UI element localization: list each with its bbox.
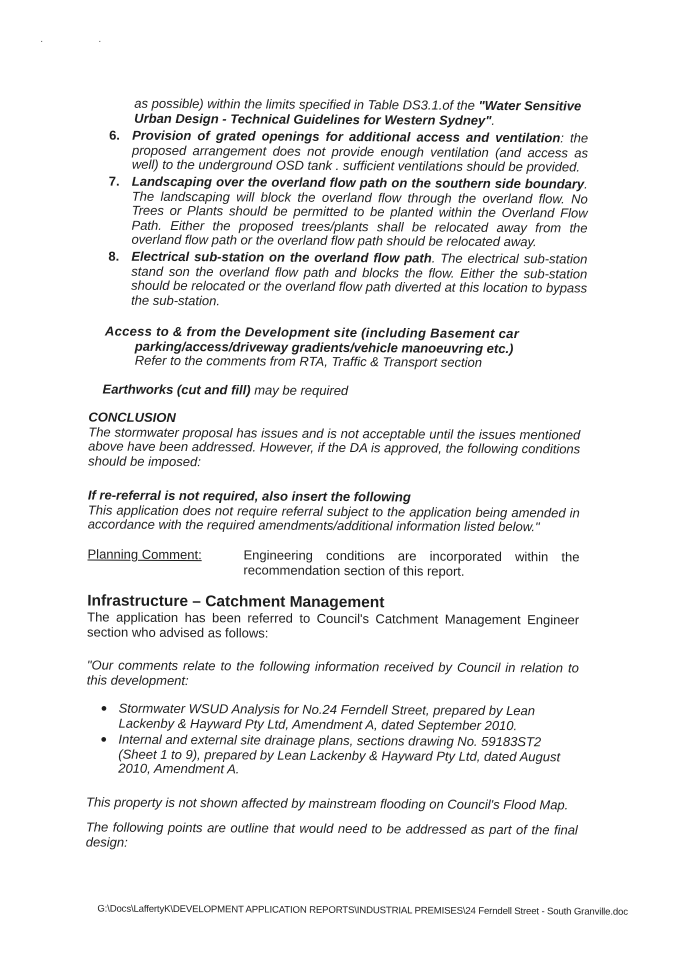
conclusion-heading: CONCLUSION [88,409,176,425]
list-item: ● Internal and external site drainage plans, sections drawing No. 59183ST2 (Sheet 1 to 9), prepared by Lean Lackenby & Hayward Pty Ltd, dated August 2010, Amendment A. [100,731,561,777]
infrastructure-heading: Infrastructure – Catchment Management [87,592,385,612]
list-item: 7. Landscaping over the overland flow path on the southern side boundary. The landscaping will block the overland flow through the overland flow. No Trees or Plants should be permitted to be planted within the Overland Flow Path. Either the proposed trees/plants shall be relocated away from the overland flow path or the overland flow path should be relocated away. [108,173,588,250]
scan-artifact-dots: · · [40,36,128,47]
list-item: 8. Electrical sub-station on the overland flow path. The electrical sub-station stand son the overland flow path and blocks the flow. Either the sub-station should be relocated or the overland flow path diverted at this location to bypass the sub-station. [108,248,588,309]
continuation-text: as possible) within the limits specified in Table DS3.1.of the "Water Sensitive Urban Design - Technical Guidelines for Western Sydney". [134,95,582,128]
list-item: ● Stormwater WSUD Analysis for No.24 Ferndell Street, prepared by Lean Lackenby & Hayward Pty Ltd, Amendment A, dated September 2010. [100,700,536,733]
earthworks-line: Earthworks (cut and fill) may be required [102,381,349,399]
planning-comment-text: Engineering conditions are incorporated within the recommendation section of this report. [243,547,580,579]
list-item: 6. Provision of grated openings for additional access and ventilation: the proposed arrangement does not provide enough ventilation (and access as well) to the underground OSD tank . sufficient ventilations should be provided. [109,127,589,175]
file-path-footer: G:\Docs\LaffertyK\DEVELOPMENT APPLICATION REPORTS\INDUSTRIAL PREMISES\24 Ferndell Street - South Granville.doc [97,903,628,918]
rereferral-section: If re-referral is not required, also insert the following This application does not require referral subject to the application being amended in accordance with the required amendments/additional information listed below." [87,487,580,535]
design-points-intro: The following points are outline that would need to be addressed as part of the final design: [85,819,578,850]
planning-comment-label: Planning Comment: [87,546,202,563]
conclusion-section: CONCLUSION The stormwater proposal has issues and is not acceptable until the issues mentioned above have been addressed. However, if the DA is approved, the following conditions should be imposed: [88,409,581,469]
flood-statement: This property is not shown affected by mainstream flooding on Council's Flood Map. [85,794,569,813]
infrastructure-intro: The application has been referred to Council's Catchment Management Engineer section who advised as follows: [87,609,580,641]
rereferral-heading: If re-referral is not required, also insert the following [87,487,411,505]
access-section: Access to & from the Development site (including Basement car parking/access/driveway gradients/vehicle manoeuvring etc.) Refer to the comments from RTA, Traffic & Transport section [104,323,520,371]
comments-quote: "Our comments relate to the following information received by Council in relation to this development: [86,657,579,688]
